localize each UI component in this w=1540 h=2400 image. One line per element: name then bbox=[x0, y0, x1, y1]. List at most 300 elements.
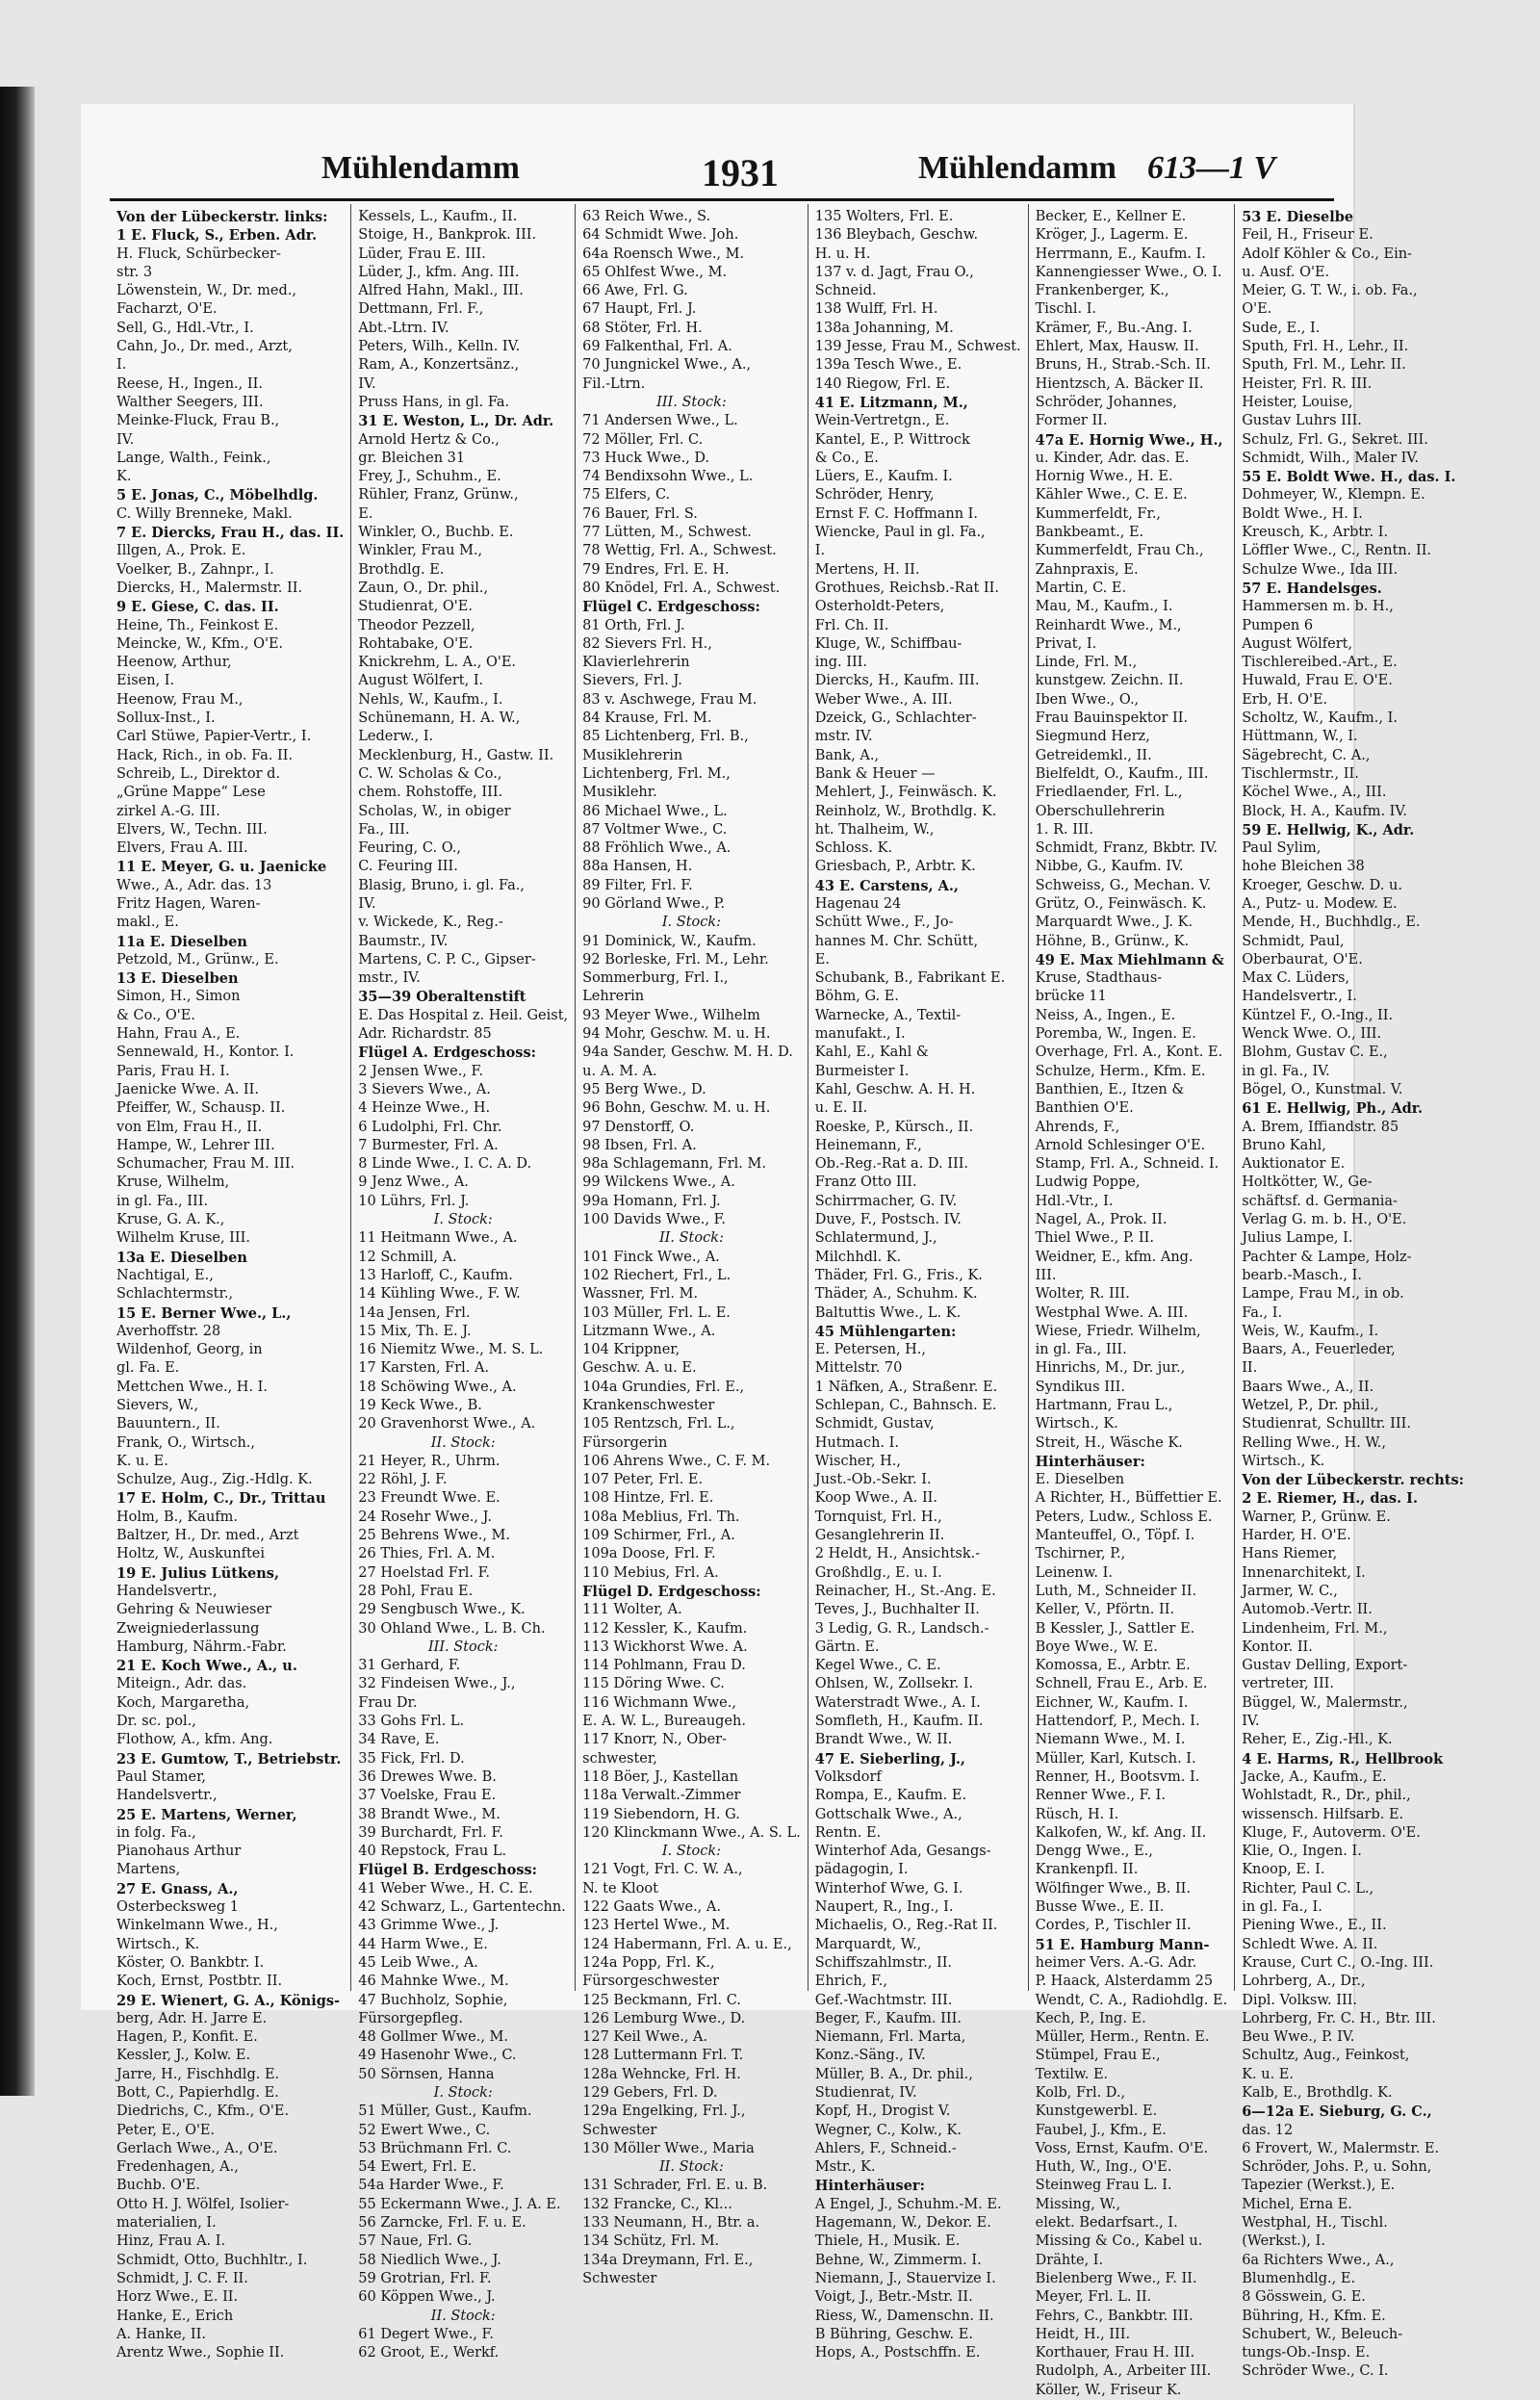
directory-entry: Sägebrecht, C. A., bbox=[1242, 747, 1371, 763]
directory-entry: 25 Behrens Wwe., M. bbox=[358, 1528, 511, 1544]
directory-entry: Lüers, E., Kaufm. I. bbox=[814, 469, 953, 485]
directory-entry: Riess, W., Damenschn. II. bbox=[814, 2308, 994, 2324]
directory-entry: pädagogin, I. bbox=[814, 1862, 909, 1878]
directory-entry: Klie, O., Ingen. I. bbox=[1242, 1844, 1362, 1860]
directory-entry: Löwenstein, W., Dr. med., bbox=[116, 283, 296, 299]
directory-entry: in gl. Fa., III. bbox=[116, 1193, 209, 1209]
directory-entry: Konz.-Säng., IV. bbox=[814, 2048, 926, 2064]
directory-entry: Martens, C. P. C., Gipser- bbox=[358, 951, 536, 968]
directory-entry: 107 Peter, Frl. E. bbox=[582, 1472, 704, 1488]
directory-entry: 137 v. d. Jagt, Frau O., bbox=[814, 264, 974, 280]
directory-entry: Geschw. A. u. E. bbox=[582, 1360, 697, 1377]
directory-entry: Mecklenburg, H., Gastw. II. bbox=[358, 747, 554, 763]
directory-entry: gl. Fa. E. bbox=[116, 1360, 180, 1377]
directory-entry: Reese, H., Ingen., II. bbox=[116, 375, 263, 392]
directory-entry: & Co., O'E. bbox=[116, 1007, 195, 1023]
directory-entry: 46 Mahnke Wwe., M. bbox=[358, 1974, 509, 1990]
directory-entry: 115 Döring Wwe. C. bbox=[582, 1676, 725, 1692]
directory-entry: Kalb, E., Brothdlg. K. bbox=[1242, 2084, 1393, 2101]
directory-entry: von Elm, Frau H., II. bbox=[116, 1119, 263, 1135]
directory-entry: 51 Müller, Gust., Kaufm. bbox=[358, 2103, 532, 2120]
directory-entry: 53 Brüchmann Frl. C. bbox=[358, 2140, 512, 2156]
directory-entry: C. Feuring III. bbox=[358, 859, 458, 875]
directory-entry: Beu Wwe., P. IV. bbox=[1242, 2029, 1355, 2046]
directory-entry: 98a Schlagemann, Frl. M. bbox=[582, 1156, 766, 1173]
directory-entry: 83 v. Aschwege, Frau M. bbox=[582, 691, 757, 708]
directory-entry: Fürsorgepfleg. bbox=[358, 2010, 464, 2026]
directory-entry: Eichner, W., Kaufm. I. bbox=[1035, 1694, 1189, 1711]
directory-entry: Renner, H., Bootsvm. I. bbox=[1035, 1768, 1200, 1785]
directory-entry: Büggel, W., Malermstr., bbox=[1242, 1694, 1408, 1711]
directory-entry: 89 Filter, Frl. F. bbox=[582, 877, 693, 893]
directory-entry: Sputh, Frl. H., Lehr., II. bbox=[1242, 339, 1409, 355]
directory-entry: Poremba, W., Ingen. E. bbox=[1035, 1026, 1196, 1043]
directory-entry: Ahrends, F., bbox=[1035, 1119, 1120, 1135]
directory-entry: Pianohaus Arthur bbox=[116, 1844, 242, 1860]
directory-entry: Thäder, A., Schuhm. K. bbox=[814, 1286, 978, 1303]
directory-entry: 49 E. Max Miehlmann & bbox=[1035, 951, 1224, 968]
directory-entry: Hornig Wwe., H. E. bbox=[1035, 469, 1173, 485]
directory-entry: in gl. Fa., I. bbox=[1242, 1899, 1322, 1916]
directory-entry: chem. Rohstoffe, III. bbox=[358, 785, 503, 801]
directory-entry: 32 Findeisen Wwe., J., bbox=[358, 1676, 516, 1692]
directory-entry: Studienrat, O'E. bbox=[358, 599, 473, 615]
directory-entry: Meinke-Fluck, Frau B., bbox=[116, 413, 280, 429]
directory-entry: Musiklehr. bbox=[582, 785, 657, 801]
directory-entry: 99a Homann, Frl. J. bbox=[582, 1193, 721, 1209]
directory-entry: 14a Jensen, Frl. bbox=[358, 1304, 471, 1321]
directory-entry: Ob.-Reg.-Rat a. D. III. bbox=[814, 1156, 969, 1173]
directory-entry: Keller, V., Pförtn. II. bbox=[1035, 1602, 1175, 1618]
directory-entry: Mende, H., Buchhdlg., E. bbox=[1242, 915, 1421, 931]
directory-entry: Friedlaender, Frl. L., bbox=[1035, 785, 1183, 801]
directory-entry: Piening Wwe., E., II. bbox=[1242, 1918, 1387, 1934]
directory-entry: I. Stock: bbox=[661, 1844, 722, 1860]
directory-entry: in gl. Fa., IV. bbox=[1242, 1063, 1330, 1079]
directory-entry: Schmidt, Paul, bbox=[1242, 933, 1345, 949]
directory-entry: 17 Karsten, Frl. A. bbox=[358, 1360, 490, 1377]
directory-entry: Rompa, E., Kaufm. E. bbox=[814, 1788, 967, 1804]
directory-entry: Busse Wwe., E. II. bbox=[1035, 1899, 1165, 1916]
directory-entry: 28 Pohl, Frau E. bbox=[358, 1583, 474, 1599]
directory-entry: 24 Rosehr Wwe., J. bbox=[358, 1509, 492, 1525]
directory-entry: Fürsorgeschwester bbox=[582, 1974, 720, 1990]
directory-entry: Winkelmann Wwe., H., bbox=[116, 1918, 278, 1934]
directory-entry: Naupert, R., Ing., I. bbox=[814, 1899, 954, 1916]
directory-entry: Michel, Erna E. bbox=[1242, 2196, 1352, 2212]
directory-entry: 55 E. Boldt Wwe. H., das. I. bbox=[1242, 469, 1456, 486]
directory-entry: 72 Möller, Frl. C. bbox=[582, 431, 704, 448]
directory-entry: K. u. E. bbox=[1242, 2066, 1295, 2082]
directory-entry: Drähte, I. bbox=[1035, 2252, 1104, 2268]
directory-entry: 102 Riechert, Frl., L. bbox=[582, 1267, 732, 1283]
columns-container bbox=[110, 204, 1464, 2398]
directory-entry: 103 Müller, Frl. L. E. bbox=[582, 1304, 731, 1321]
directory-entry: N. te Kloot bbox=[582, 1880, 658, 1897]
directory-entry: 27 Hoelstad Frl. F. bbox=[358, 1564, 491, 1581]
directory-entry: Lederw., I. bbox=[358, 729, 434, 745]
directory-entry: 60 Köppen Wwe., J. bbox=[358, 2289, 496, 2306]
directory-entry: 132 Francke, C., Kl... bbox=[582, 2196, 732, 2212]
directory-entry: IV. bbox=[1242, 1714, 1260, 1730]
directory-entry: Banthien, E., Itzen & bbox=[1035, 1081, 1185, 1097]
directory-entry: Rüsch, H. I. bbox=[1035, 1806, 1119, 1822]
directory-entry: 109 Schirmer, Frl., A. bbox=[582, 1528, 735, 1544]
directory-entry: 104 Krippner, bbox=[582, 1342, 680, 1358]
directory-entry: E. A. W. L., Bureaugeh. bbox=[582, 1714, 746, 1730]
directory-entry: Köster, O. Bankbtr. I. bbox=[116, 1954, 265, 1971]
directory-entry: Ram, A., Konzertsänz., bbox=[358, 357, 520, 374]
directory-entry: Weber Wwe., A. III. bbox=[814, 691, 953, 708]
directory-entry: 19 E. Julius Lütkens, bbox=[116, 1564, 280, 1582]
directory-entry: 68 Stöter, Frl. H. bbox=[582, 320, 703, 336]
directory-entry: Fil.-Ltrn. bbox=[582, 375, 646, 392]
header-right-street: Mühlendamm bbox=[918, 150, 1116, 186]
directory-entry: Holm, B., Kaufm. bbox=[116, 1509, 239, 1525]
directory-entry: Kruse, Wilhelm, bbox=[116, 1174, 230, 1191]
directory-entry: Gustav Luhrs III. bbox=[1242, 413, 1362, 429]
directory-entry: Heine, Th., Feinkost E. bbox=[116, 617, 279, 633]
column-6 bbox=[1235, 204, 1471, 2380]
directory-entry: 134a Dreymann, Frl. E., bbox=[582, 2252, 754, 2268]
directory-entry: Tapezier (Werkst.), E. bbox=[1242, 2178, 1396, 2194]
directory-entry: 93 Meyer Wwe., Wilhelm bbox=[582, 1007, 760, 1023]
directory-entry: 130 Möller Wwe., Maria bbox=[582, 2140, 755, 2156]
directory-entry: Hutmach. I. bbox=[814, 1434, 899, 1451]
directory-entry: Hahn, Frau A., E. bbox=[116, 1026, 241, 1043]
directory-entry: hohe Bleichen 38 bbox=[1242, 859, 1365, 875]
directory-entry: Rühler, Franz, Grünw., bbox=[358, 487, 519, 503]
directory-entry: 16 Niemitz Wwe., M. S. L. bbox=[358, 1342, 544, 1358]
directory-entry: 4 Heinze Wwe., H. bbox=[358, 1100, 491, 1117]
directory-entry: I. bbox=[814, 543, 826, 559]
directory-entry: Blohm, Gustav C. E., bbox=[1242, 1045, 1388, 1061]
header-rule bbox=[110, 198, 1334, 201]
directory-entry: Erb, H. O'E. bbox=[1242, 691, 1328, 708]
directory-entry: 29 E. Wienert, G. A., Königs- bbox=[116, 1992, 341, 2009]
directory-entry: Hagenau 24 bbox=[814, 895, 902, 912]
directory-entry: 15 E. Berner Wwe., L., bbox=[116, 1304, 292, 1322]
directory-entry: Niemann Wwe., M. I. bbox=[1035, 1732, 1186, 1748]
directory-entry: Griesbach, P., Arbtr. K. bbox=[814, 859, 976, 875]
directory-entry: Heister, Frl. R. III. bbox=[1242, 375, 1373, 392]
directory-entry: 86 Michael Wwe., L. bbox=[582, 803, 728, 819]
directory-entry: Gottschalk Wwe., A., bbox=[814, 1806, 962, 1822]
directory-entry: Dzeick, G., Schlachter- bbox=[814, 710, 977, 727]
directory-entry: Mertens, H. II. bbox=[814, 561, 920, 578]
directory-entry: Knoop, E. I. bbox=[1242, 1862, 1325, 1878]
directory-entry: August Wölfert, I. bbox=[358, 673, 484, 689]
directory-entry: Warnecke, A., Textil- bbox=[814, 1007, 962, 1023]
directory-entry: 33 Gohs Frl. L. bbox=[358, 1714, 465, 1730]
directory-entry: Petzold, M., Grünw., E. bbox=[116, 951, 279, 968]
directory-entry: Schmidt, Otto, Buchhltr., I. bbox=[116, 2252, 308, 2268]
directory-entry: 11 Heitmann Wwe., A. bbox=[358, 1230, 518, 1247]
directory-entry: 64 Schmidt Wwe. Joh. bbox=[582, 227, 739, 244]
directory-entry: Scholas, W., in obiger bbox=[358, 803, 511, 819]
directory-entry: Bank & Heuer — bbox=[814, 765, 936, 782]
directory-entry: Flügel B. Erdgeschoss: bbox=[358, 1862, 537, 1879]
directory-entry: Wirtsch., K. bbox=[1035, 1416, 1118, 1432]
directory-entry: 128a Wehncke, Frl. H. bbox=[582, 2066, 741, 2082]
directory-entry: Fritz Hagen, Waren- bbox=[116, 895, 261, 912]
directory-entry: Schlatermund, J., bbox=[814, 1230, 937, 1247]
directory-entry: Innenarchitekt, I. bbox=[1242, 1564, 1366, 1581]
directory-entry: bearb.-Masch., I. bbox=[1242, 1267, 1362, 1283]
directory-entry: Fredenhagen, A., bbox=[116, 2159, 239, 2176]
directory-entry: Hammersen m. b. H., bbox=[1242, 599, 1394, 615]
directory-entry: Lehrerin bbox=[582, 989, 645, 1005]
directory-entry: das. 12 bbox=[1242, 2122, 1294, 2138]
directory-entry: 57 Naue, Frl. G. bbox=[358, 2233, 473, 2250]
directory-entry: 47 Buchholz, Sophie, bbox=[358, 1992, 508, 2008]
directory-entry: Wiese, Friedr. Wilhelm, bbox=[1035, 1323, 1201, 1339]
directory-entry: 31 Gerhard, F. bbox=[358, 1658, 461, 1674]
directory-entry: Winterhof Wwe, G. I. bbox=[814, 1880, 963, 1897]
directory-entry: Bruns, H., Strab.-Sch. II. bbox=[1035, 357, 1211, 374]
column-1 bbox=[110, 204, 351, 2361]
directory-entry: 37 Voelske, Frau E. bbox=[358, 1788, 497, 1804]
directory-entry: Missing, W., bbox=[1035, 2196, 1121, 2212]
directory-entry: 4 E. Harms, R., Hellbrook bbox=[1242, 1750, 1444, 1768]
directory-entry: Linde, Frl. M., bbox=[1035, 655, 1138, 671]
directory-entry: B Kessler, J., Sattler E. bbox=[1035, 1620, 1195, 1637]
directory-entry: 52 Ewert Wwe., C. bbox=[358, 2122, 491, 2138]
directory-entry: Müller, B. A., Dr. phil., bbox=[814, 2066, 973, 2082]
directory-entry: Horz Wwe., E. II. bbox=[116, 2289, 239, 2306]
directory-entry: 20 Gravenhorst Wwe., A. bbox=[358, 1416, 536, 1432]
directory-entry: Siegmund Herz, bbox=[1035, 729, 1150, 745]
directory-entry: 79 Endres, Frl. E. H. bbox=[582, 561, 730, 578]
directory-entry: Hans Riemer, bbox=[1242, 1546, 1338, 1562]
directory-entry: Iben Wwe., O., bbox=[1035, 691, 1140, 708]
directory-entry: Elvers, Frau A. III. bbox=[116, 840, 248, 857]
directory-entry: Hinterhäuser: bbox=[814, 2178, 925, 2195]
directory-entry: 45 Leib Wwe., A. bbox=[358, 1954, 478, 1971]
directory-entry: Brandt Wwe., W. II. bbox=[814, 1732, 953, 1748]
directory-entry: Knickrehm, L. A., O'E. bbox=[358, 655, 517, 671]
directory-entry: Neiss, A., Ingen., E. bbox=[1035, 1007, 1176, 1023]
directory-entry: 43 Grimme Wwe., J. bbox=[358, 1918, 500, 1934]
directory-entry: IV. bbox=[116, 431, 135, 448]
directory-entry: August Wölfert, bbox=[1242, 635, 1353, 652]
directory-entry: Harder, H. O'E. bbox=[1242, 1528, 1351, 1544]
directory-entry: Gärtn. E. bbox=[814, 1639, 880, 1655]
directory-entry: 119 Siebendorn, H. G. bbox=[582, 1806, 740, 1822]
directory-entry: Hientzsch, A. Bäcker II. bbox=[1035, 375, 1204, 392]
directory-entry: 124a Popp, Frl. K., bbox=[582, 1954, 715, 1971]
directory-entry: Thäder, Frl. G., Fris., K. bbox=[814, 1267, 983, 1283]
directory-entry: Heenow, Frau M., bbox=[116, 691, 244, 708]
directory-entry: Gef.-Wachtmstr. III. bbox=[814, 1992, 953, 2008]
directory-entry: Miteign., Adr. das. bbox=[116, 1676, 247, 1692]
directory-entry: 129a Engelking, Frl. J., bbox=[582, 2103, 746, 2120]
directory-entry: Krankenschwester bbox=[582, 1398, 715, 1413]
directory-entry: Boldt Wwe., H. I. bbox=[1242, 505, 1363, 522]
directory-entry: Bruno Kahl, bbox=[1242, 1137, 1326, 1153]
directory-entry: Wischer, H., bbox=[814, 1453, 901, 1469]
directory-entry: 85 Lichtenberg, Frl. B., bbox=[582, 729, 749, 745]
directory-entry: Getreidemkl., II. bbox=[1035, 747, 1152, 763]
directory-entry: Richter, Paul C. L., bbox=[1242, 1880, 1374, 1897]
directory-entry: Mehlert, J., Feinwäsch. K. bbox=[814, 785, 997, 801]
directory-entry: Steinweg Frau L. I. bbox=[1035, 2178, 1172, 2194]
directory-entry: berg, Adr. H. Jarre E. bbox=[116, 2010, 268, 2026]
directory-entry: 19 Keck Wwe., B. bbox=[358, 1398, 482, 1413]
directory-entry: Gehring & Neuwieser bbox=[116, 1602, 272, 1618]
directory-entry: II. bbox=[1242, 1360, 1258, 1377]
directory-entry: Grothues, Reichsb.-Rat II. bbox=[814, 580, 999, 596]
directory-entry: Boye Wwe., W. E. bbox=[1035, 1639, 1158, 1655]
directory-entry: mstr., IV. bbox=[358, 970, 421, 987]
directory-entry: 98 Ibsen, Frl. A. bbox=[582, 1137, 697, 1153]
directory-entry: Schröder, Johs. P., u. Sohn, bbox=[1242, 2159, 1432, 2176]
directory-entry: 12 Schmill, A. bbox=[358, 1249, 457, 1265]
directory-entry: Lange, Walth., Feink., bbox=[116, 450, 271, 466]
directory-entry: 140 Riegow, Frl. E. bbox=[814, 375, 951, 392]
directory-entry: 56 Zarncke, Frl. F. u. E. bbox=[358, 2215, 526, 2232]
directory-entry: 27 E. Gnass, A., bbox=[116, 1880, 239, 1897]
directory-entry: 75 Elfers, C. bbox=[582, 487, 671, 503]
directory-entry: Reinholz, W., Brothdlg. K. bbox=[814, 803, 997, 819]
directory-entry: 2 E. Riemer, H., das. I. bbox=[1242, 1490, 1418, 1508]
directory-entry: 2 Heldt, H., Ansichtsk.- bbox=[814, 1546, 981, 1562]
directory-entry: 40 Repstock, Frau L. bbox=[358, 1844, 507, 1860]
directory-entry: Meincke, W., Kfm., O'E. bbox=[116, 635, 284, 652]
directory-entry: 1. R. III. bbox=[1035, 821, 1094, 838]
directory-entry: Schulze, Aug., Zig.-Hdlg. K. bbox=[116, 1472, 313, 1488]
directory-entry: Heister, Louise, bbox=[1242, 394, 1353, 410]
directory-entry: 6 Ludolphi, Frl. Chr. bbox=[358, 1119, 502, 1135]
directory-entry: Kroeger, Geschw. D. u. bbox=[1242, 877, 1402, 893]
directory-entry: Sommerburg, Frl. I., bbox=[582, 970, 729, 987]
directory-entry: Kluge, F., Autoverm. O'E. bbox=[1242, 1824, 1421, 1841]
directory-entry: Gesanglehrerin II. bbox=[814, 1528, 945, 1544]
directory-entry: Hanke, E., Erich bbox=[116, 2308, 234, 2324]
directory-entry: Sollux-Inst., I. bbox=[116, 710, 216, 727]
directory-entry: 14 Kühling Wwe., F. W. bbox=[358, 1286, 521, 1303]
directory-entry: Grütz, O., Feinwäsch. K. bbox=[1035, 895, 1207, 912]
directory-entry: Wildenhof, Georg, in bbox=[116, 1342, 263, 1358]
directory-entry: hannes M. Chr. Schütt, bbox=[814, 933, 979, 949]
directory-entry: Handelsvertr., bbox=[116, 1583, 218, 1599]
directory-entry: 99 Wilckens Wwe., A. bbox=[582, 1174, 735, 1191]
directory-entry: Krause, Curt C., O.-Ing. III. bbox=[1242, 1954, 1434, 1971]
directory-entry: E. Das Hospital z. Heil. Geist, bbox=[358, 1007, 569, 1023]
directory-entry: 117 Knorr, N., Ober- bbox=[582, 1732, 727, 1748]
directory-entry: Schulz, Frl. G., Sekret. III. bbox=[1242, 431, 1428, 448]
directory-entry: E. Petersen, H., bbox=[814, 1342, 927, 1358]
directory-entry: Feil, H., Friseur E. bbox=[1242, 227, 1373, 244]
directory-entry: Block, H. A., Kaufm. IV. bbox=[1242, 803, 1407, 819]
directory-entry: Küntzel F., O.-Ing., II. bbox=[1242, 1007, 1394, 1023]
directory-entry: 97 Denstorff, O. bbox=[582, 1119, 695, 1135]
directory-entry: 139a Tesch Wwe., E. bbox=[814, 357, 962, 374]
directory-entry: Just.-Ob.-Sekr. I. bbox=[814, 1472, 932, 1488]
directory-entry: Arnold Schlesinger O'E. bbox=[1035, 1137, 1206, 1153]
directory-entry: B Bühring, Geschw. E. bbox=[814, 2326, 973, 2342]
directory-entry: Ehlert, Max, Hausw. II. bbox=[1035, 339, 1199, 355]
directory-entry: Schütt Wwe., F., Jo- bbox=[814, 915, 954, 931]
directory-entry: u. Kinder, Adr. das. E. bbox=[1035, 450, 1190, 466]
directory-entry: Eisen, I. bbox=[116, 673, 175, 689]
directory-entry: 35—39 Oberaltenstift bbox=[358, 989, 526, 1006]
directory-entry: 121 Vogt, Frl. C. W. A., bbox=[582, 1862, 743, 1878]
directory-entry: elekt. Bedarfsart., I. bbox=[1035, 2215, 1178, 2232]
directory-entry: Studienrat, IV. bbox=[814, 2084, 917, 2101]
directory-entry: Lindenheim, Frl. M., bbox=[1242, 1620, 1388, 1637]
directory-entry: Nagel, A., Prok. II. bbox=[1035, 1212, 1168, 1228]
directory-entry: Frl. Ch. II. bbox=[814, 617, 889, 633]
directory-entry: Sell, G., Hdl.-Vtr., I. bbox=[116, 320, 254, 336]
directory-entry: Diercks, H., Kaufm. III. bbox=[814, 673, 980, 689]
directory-entry: Reinhardt Wwe., M., bbox=[1035, 617, 1182, 633]
directory-entry: III. Stock: bbox=[656, 394, 727, 410]
directory-entry: Mittelstr. 70 bbox=[814, 1360, 903, 1377]
directory-entry: Schlepan, C., Bahnsch. E. bbox=[814, 1398, 997, 1413]
directory-entry: Von der Lübeckerstr. links: bbox=[116, 209, 328, 225]
directory-entry: Nibbe, G., Kaufm. IV. bbox=[1035, 859, 1184, 875]
directory-entry: Schnell, Frau E., Arb. E. bbox=[1035, 1676, 1208, 1692]
directory-entry: II. Stock: bbox=[430, 2308, 496, 2324]
directory-entry: 43 E. Carstens, A., bbox=[814, 877, 959, 894]
directory-entry: Schultz, Aug., Feinkost, bbox=[1242, 2048, 1410, 2064]
directory-entry: Fürsorgerin bbox=[582, 1434, 668, 1451]
directory-entry: Löffler Wwe., C., Rentn. II. bbox=[1242, 543, 1432, 559]
directory-entry: Faubel, J., Kfm., E. bbox=[1035, 2122, 1167, 2138]
directory-entry: Mau, M., Kaufm., I. bbox=[1035, 599, 1173, 615]
directory-entry: 6a Richters Wwe., A., bbox=[1242, 2252, 1395, 2268]
directory-entry: Warner, P., Grünw. E. bbox=[1242, 1509, 1391, 1525]
directory-entry: 30 Ohland Wwe., L. B. Ch. bbox=[358, 1620, 546, 1637]
directory-entry: Klavierlehrerin bbox=[582, 655, 690, 671]
directory-entry: Westphal Wwe. A. III. bbox=[1035, 1304, 1189, 1321]
directory-entry: 31 E. Weston, L., Dr. Adr. bbox=[358, 413, 554, 430]
directory-entry: Voss, Ernst, Kaufm. O'E. bbox=[1035, 2140, 1209, 2156]
directory-entry: Zweigniederlassung bbox=[116, 1620, 260, 1637]
directory-entry: Wenck Wwe. O., III. bbox=[1242, 1026, 1382, 1043]
directory-entry: v. Wickede, K., Reg.- bbox=[358, 915, 503, 931]
directory-entry: Frankenberger, K., bbox=[1035, 283, 1169, 299]
directory-entry: Schloss. K. bbox=[814, 840, 893, 857]
directory-entry: III. Stock: bbox=[427, 1639, 499, 1655]
directory-entry: P. Haack, Alsterdamm 25 bbox=[1035, 1974, 1214, 1990]
directory-entry: 133 Neumann, H., Btr. a. bbox=[582, 2215, 760, 2232]
directory-entry: Tischlereibed.-Art., E. bbox=[1242, 655, 1398, 671]
directory-entry: Hattendorf, P., Mech. I. bbox=[1035, 1714, 1200, 1730]
directory-entry: Schweiss, G., Mechan. V. bbox=[1035, 877, 1212, 893]
directory-entry: Schubert, W., Beleuch- bbox=[1242, 2326, 1403, 2342]
directory-entry: Dengg Wwe., E., bbox=[1035, 1844, 1153, 1860]
directory-entry: Hamburg, Nährm.-Fabr. bbox=[116, 1639, 287, 1655]
directory-entry: 63 Reich Wwe., S. bbox=[582, 209, 711, 224]
directory-entry: Blumenhdlg., E. bbox=[1242, 2270, 1356, 2286]
directory-entry: Peter, E., O'E. bbox=[116, 2122, 216, 2138]
directory-entry: 120 Klinckmann Wwe., A. S. L. bbox=[582, 1824, 801, 1841]
directory-entry: Lichtenberg, Frl. M., bbox=[582, 765, 731, 782]
directory-entry: Niemann, J., Stauervize I. bbox=[814, 2270, 996, 2286]
directory-entry: 116 Wichmann Wwe., bbox=[582, 1694, 736, 1711]
directory-entry: Kähler Wwe., C. E. E. bbox=[1035, 487, 1188, 503]
directory-entry: Kluge, W., Schiffbau- bbox=[814, 635, 962, 652]
directory-entry: Schirrmacher, G. IV. bbox=[814, 1193, 958, 1209]
directory-entry: Franz Otto III. bbox=[814, 1174, 917, 1191]
directory-entry: Pachter & Lampe, Holz- bbox=[1242, 1249, 1412, 1265]
directory-entry: Pruss Hans, in gl. Fa. bbox=[358, 394, 510, 410]
directory-entry: Wegner, C., Kolw., K. bbox=[814, 2122, 962, 2138]
directory-entry: Korthauer, Frau H. III. bbox=[1035, 2345, 1195, 2361]
directory-entry: brücke 11 bbox=[1035, 989, 1107, 1005]
